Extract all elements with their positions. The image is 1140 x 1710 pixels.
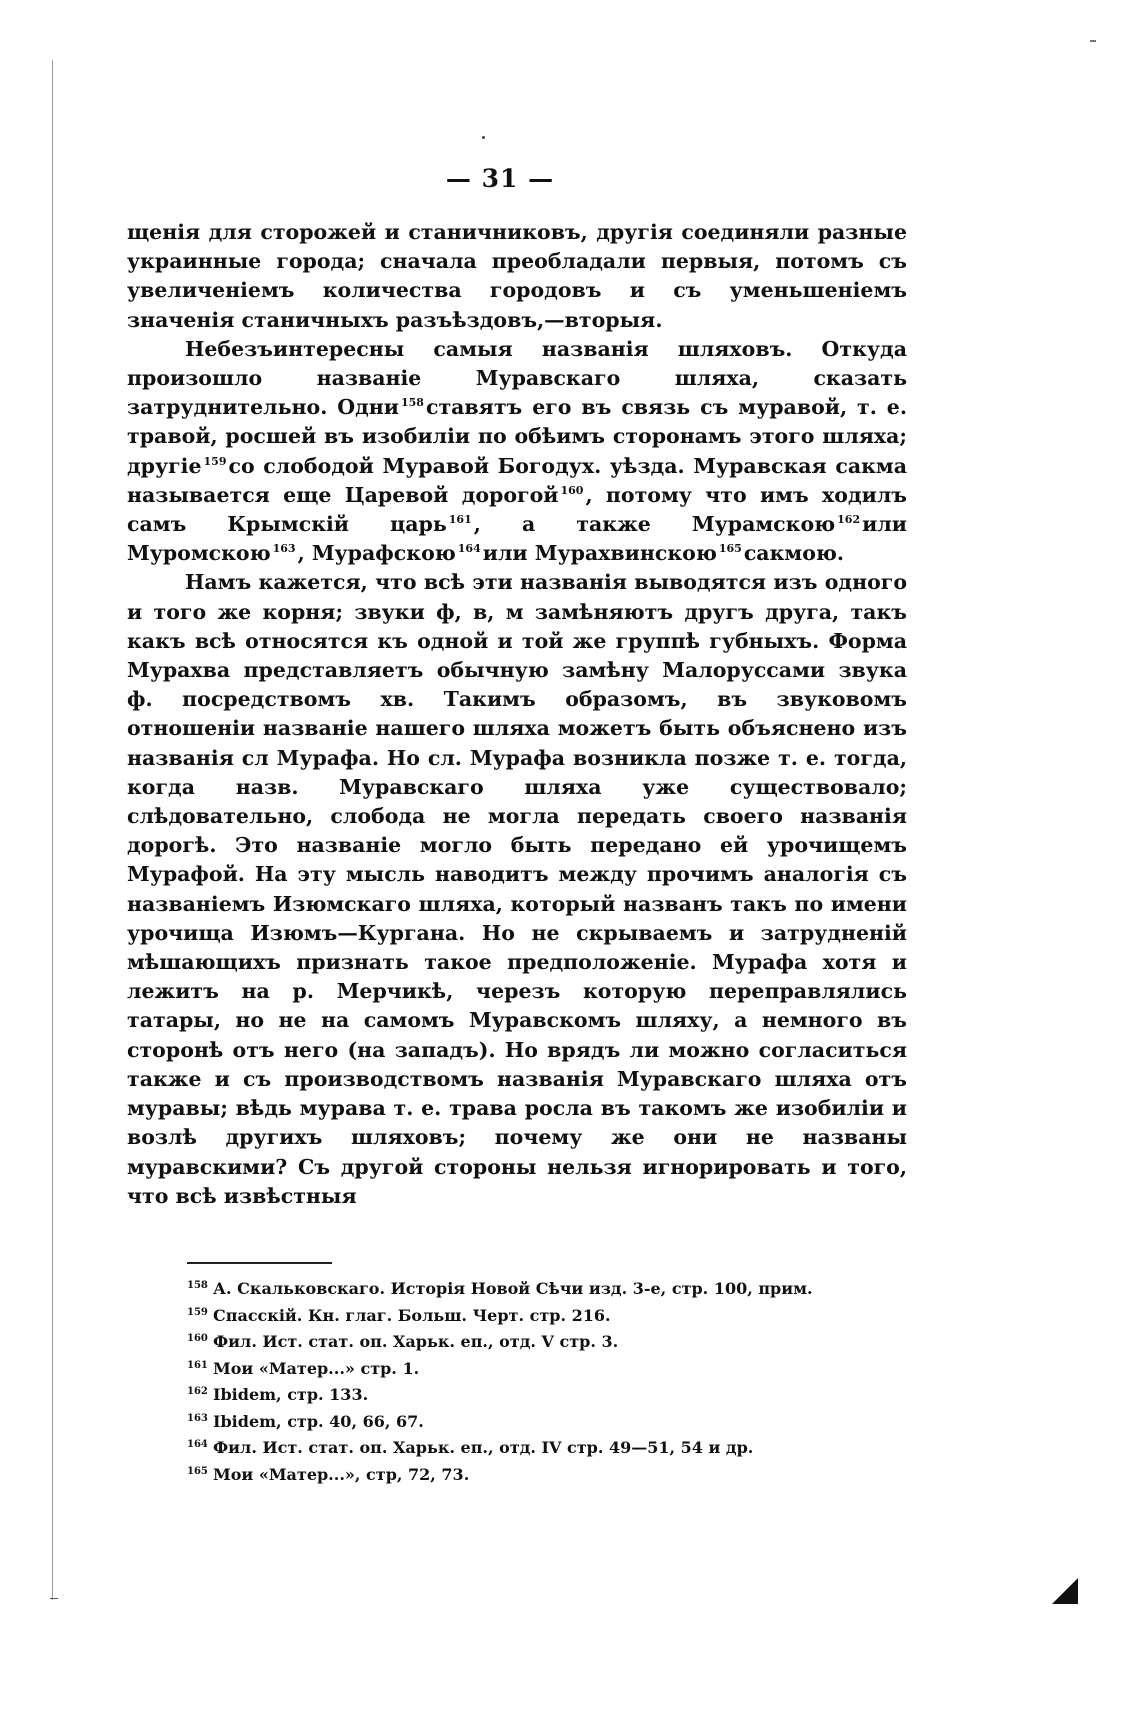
binding-edge-tick xyxy=(50,1598,58,1599)
main-text-body xyxy=(127,218,907,1211)
footnote-reference[interactable]: 161 xyxy=(448,513,472,527)
paragraph-text: щенія для сторожей и станичниковъ, другія соединяли разные украинные города; сначала преобладали первыя, потомъ съ увеличеніемъ количества городовъ и съ уменьшеніемъ значенія станичныхъ разъѣздовъ,—вторыя. xyxy=(127,220,907,332)
footnote-reference[interactable]: 159 xyxy=(203,454,227,468)
footnote-text: А. Скальковскаго. Исторія Новой Сѣчи изд. 3-е, стр. 100, прим. xyxy=(213,1279,813,1298)
footnote-item xyxy=(187,1462,887,1489)
binding-edge-line xyxy=(52,60,53,1600)
footnote-number: 158 xyxy=(187,1280,208,1291)
footnote-text: Мои «Матер...», стр, 72, 73. xyxy=(213,1464,470,1484)
paragraph-text: Намъ кажется, что всѣ эти названія выводятся изъ одного и того же корня; звуки ф, в, м замѣняютъ другъ друга, такъ какъ всѣ относятся къ одной и той же группѣ губныхъ. Форма Мурахва представляетъ обычную замѣну Малоруссами звука ф. посредствомъ хв. Такимъ образомъ, въ звуковомъ отношеніи названіе нашего шляха можетъ быть объяснено изъ названія сл Мурафа. Но сл. Мурафа возникла позже т. е. тогда, когда назв. Муравскаго шляха уже существовало; слѣдовательно, слобода не могла передать своего названія дорогѣ. Это названіе могло быть передано ей урочищемъ Мурафой. На эту мысль наводитъ между прочимъ аналогія съ названіемъ Изюмскаго шляха, который названъ такъ по имени урочища Изюмъ—Кургана. Но не скрываемъ и затрудненій мѣшающихъ признать такое предположеніе. Мурафа хотя и лежитъ на р. Мерчикѣ, черезъ которую переправлялись татары, но не на самомъ Муравскомъ шляху, а немного въ сторонѣ отъ него (на западъ). Но врядъ ли можно согласиться также и съ производствомъ названія Муравскаго шляха отъ муравы; вѣдь мурава т. е. трава росла въ такомъ же изобиліи и возлѣ другихъ шляховъ; почему же они не названы муравскими? Съ другой стороны нельзя игнорировать и того, что всѣ извѣстныя xyxy=(127,570,907,1208)
footnote-text: Спасскій. Кн. глаг. Больш. Черт. стр. 216. xyxy=(213,1305,611,1325)
paragraph xyxy=(127,218,907,335)
page-number: — 31 — xyxy=(445,164,555,193)
paragraph-text: , потому что имъ ходилъ самъ Крымскій царь xyxy=(127,482,907,537)
footnote-item xyxy=(187,1435,887,1462)
footnote-text: Фил. Ист. стат. оп. Харьк. еп., отд. IV стр. 49—51, 54 и др. xyxy=(213,1438,754,1457)
footnote-number: 165 xyxy=(187,1465,208,1477)
paragraph-text: или Мурахвинскою xyxy=(482,541,717,566)
footnote-item xyxy=(187,1303,887,1330)
footnote-reference[interactable]: 164 xyxy=(457,542,481,556)
footnote-number: 164 xyxy=(187,1439,208,1450)
paragraph-text: , Мурафскою xyxy=(297,541,456,566)
paragraph-text: Небезъинтересны самыя названія шляховъ. Откуда произошло названіе Муравскаго шляха, сказать затруднительно. Одни xyxy=(127,336,907,420)
footnote-text: Ibidem, стр. 133. xyxy=(213,1385,369,1404)
paragraph-text: со слободой Муравой Богодух. уѣзда. Муравская сакма называется еще Царевой дорогой xyxy=(127,453,907,507)
ink-speck xyxy=(482,136,485,139)
footnote-reference[interactable]: 163 xyxy=(272,542,296,556)
footnote-item xyxy=(187,1382,887,1409)
footnote-item xyxy=(187,1356,887,1383)
footnote-text: Мои «Матер...» стр. 1. xyxy=(213,1358,420,1378)
paragraph xyxy=(127,335,907,569)
footnote-number: 160 xyxy=(187,1333,208,1344)
footnote-reference[interactable]: 165 xyxy=(718,542,742,556)
footnote-number: 161 xyxy=(187,1359,208,1371)
paragraph xyxy=(127,568,907,1210)
footnote-item xyxy=(187,1329,887,1356)
footnote-reference[interactable]: 162 xyxy=(837,513,861,527)
footnote-number: 159 xyxy=(187,1306,208,1318)
footnote-text: Ibidem, стр. 40, 66, 67. xyxy=(213,1411,424,1431)
paragraph-text: сакмою. xyxy=(743,541,845,566)
scan-mark xyxy=(1090,40,1096,42)
footnote-number: 163 xyxy=(187,1412,208,1424)
footnote-reference[interactable]: 158 xyxy=(401,396,424,410)
footnote-item xyxy=(187,1409,887,1436)
footnote-item xyxy=(187,1276,887,1303)
footnote-number: 162 xyxy=(187,1386,208,1397)
footnote-text: Фил. Ист. стат. оп. Харьк. еп., отд. V стр. 3. xyxy=(213,1332,619,1351)
paragraph-text: ставятъ его въ связь съ муравой, т. е. травой, росшей въ изобиліи по обѣимъ сторонамъ этого шляха; другіе xyxy=(127,395,907,478)
footnotes-list xyxy=(187,1276,887,1488)
footnote-separator xyxy=(187,1262,332,1264)
paragraph-text: , а также Мурамскою xyxy=(473,512,836,537)
paragraph-text: или Муромскою xyxy=(127,512,907,566)
footnote-reference[interactable]: 160 xyxy=(560,484,584,497)
page-corner-mark xyxy=(1052,1578,1078,1604)
